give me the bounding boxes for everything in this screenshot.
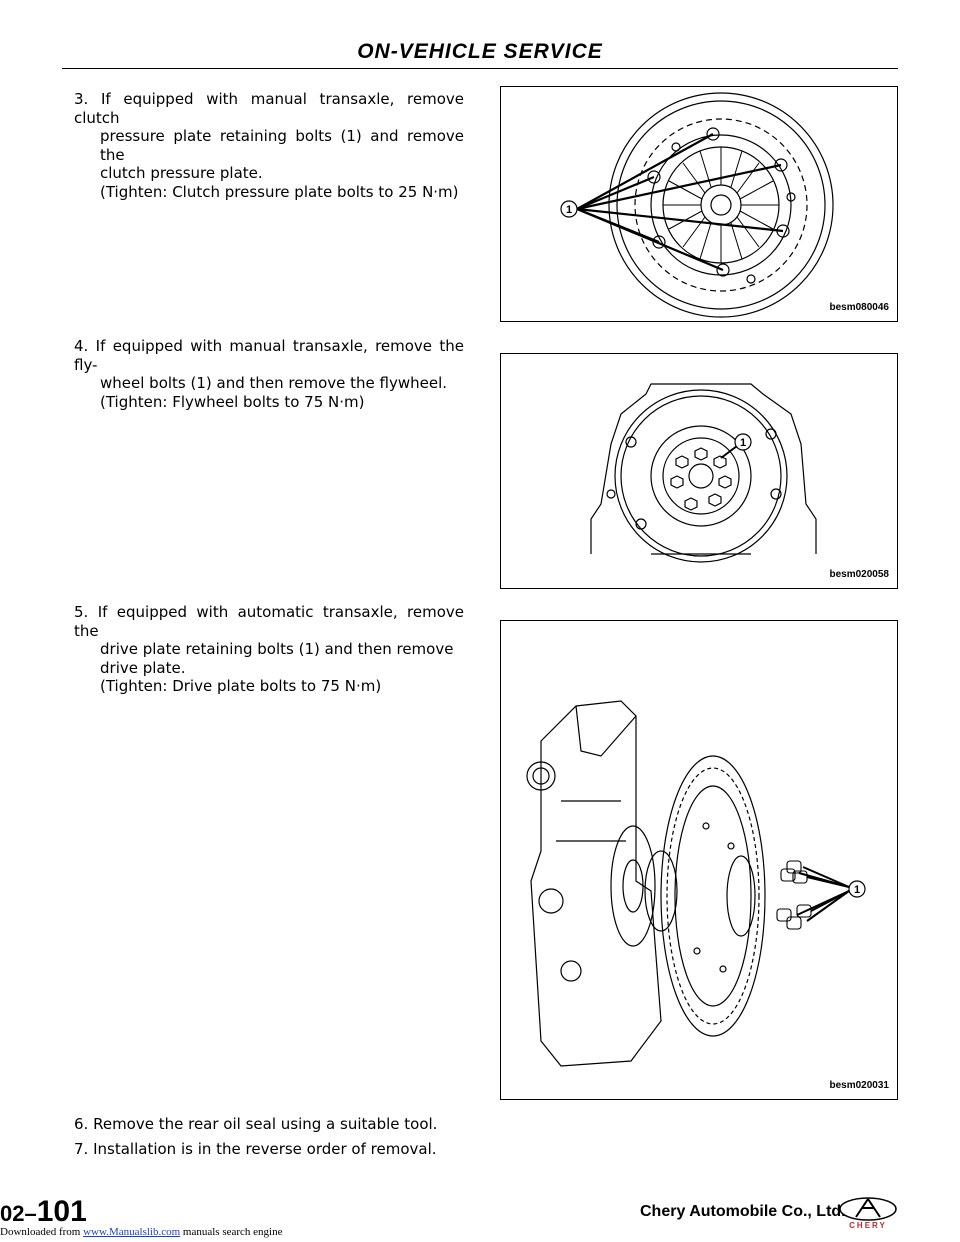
download-prefix: Downloaded from bbox=[0, 1226, 81, 1238]
step-line: If equipped with manual transaxle, remove the fly- bbox=[74, 337, 464, 374]
step-line: wheel bolts (1) and then remove the flywheel. bbox=[100, 374, 447, 392]
callout-1: 1 bbox=[853, 884, 861, 896]
callout-1: 1 bbox=[739, 437, 747, 449]
company-name: Chery Automobile Co., Ltd. bbox=[640, 1203, 846, 1220]
section-title: ON-VEHICLE SERVICE bbox=[357, 40, 603, 63]
step-number: 6. bbox=[74, 1115, 89, 1133]
tighten-spec: (Tighten: Flywheel bolts to 75 N·m) bbox=[100, 392, 365, 411]
step-5 bbox=[74, 603, 464, 696]
step-4 bbox=[74, 337, 464, 411]
step-line: pressure plate retaining bolts (1) and remove the bbox=[100, 127, 464, 164]
page-number bbox=[0, 1195, 87, 1229]
manualslib-link[interactable]: www.Manualslib.com bbox=[83, 1226, 181, 1238]
figure-code: besm020058 bbox=[829, 569, 889, 580]
drive-plate-illustration bbox=[501, 621, 897, 1099]
step-number: 3. bbox=[74, 90, 89, 108]
section-number: 02– bbox=[0, 1201, 37, 1226]
step-text: Installation is in the reverse order of removal. bbox=[93, 1140, 437, 1158]
chery-logo bbox=[836, 1196, 900, 1230]
figure-drive-plate bbox=[500, 620, 898, 1100]
header-rule bbox=[62, 68, 898, 69]
step-line: clutch pressure plate. bbox=[100, 164, 263, 182]
download-suffix: manuals search engine bbox=[182, 1226, 283, 1238]
step-line: If equipped with manual transaxle, remove clutch bbox=[74, 90, 464, 127]
step-number: 7. bbox=[74, 1140, 89, 1158]
step-number: 5. bbox=[74, 603, 89, 621]
step-7 bbox=[74, 1140, 437, 1158]
step-line: drive plate retaining bolts (1) and then remove bbox=[100, 640, 454, 658]
download-notice bbox=[0, 1226, 282, 1238]
callout-1: 1 bbox=[565, 204, 573, 216]
step-line: drive plate. bbox=[100, 658, 186, 677]
figure-code: besm020031 bbox=[829, 1080, 889, 1091]
flywheel-illustration bbox=[501, 354, 897, 588]
figure-clutch-pressure-plate bbox=[500, 86, 898, 322]
page-index: 101 bbox=[36, 1195, 87, 1228]
tighten-spec: (Tighten: Clutch pressure plate bolts to 25 N·m) bbox=[100, 182, 459, 201]
figure-code: besm080046 bbox=[829, 302, 889, 313]
step-number: 4. bbox=[74, 337, 89, 355]
clutch-pressure-plate-illustration bbox=[501, 87, 897, 321]
step-text: Remove the rear oil seal using a suitable tool. bbox=[93, 1115, 438, 1133]
logo-wordmark: CHERY bbox=[849, 1221, 887, 1230]
tighten-spec: (Tighten: Drive plate bolts to 75 N·m) bbox=[100, 677, 382, 695]
figure-flywheel bbox=[500, 353, 898, 589]
step-3 bbox=[74, 90, 464, 201]
step-line: If equipped with automatic transaxle, remove the bbox=[74, 603, 464, 640]
step-6 bbox=[74, 1115, 437, 1133]
